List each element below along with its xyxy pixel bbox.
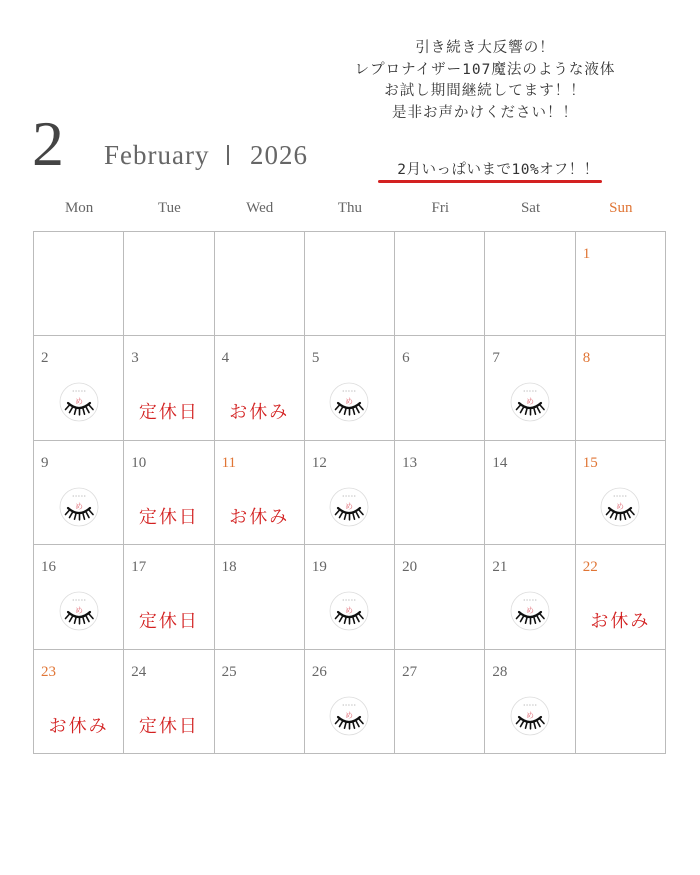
eyelash-logo-icon [329,487,369,527]
calendar-day-cell [124,545,214,649]
eyelash-logo-icon [59,591,99,631]
calendar-day-cell [305,650,395,754]
day-number: 1 [582,246,591,262]
svg-text:め: め [345,710,354,720]
calendar-day-cell [124,650,214,754]
day-number: 5 [311,350,320,367]
day-number: 10 [131,454,147,471]
svg-text:め: め [345,397,354,407]
calendar-day-cell [576,441,666,545]
day-number: 6 [402,350,410,367]
day-number: 25 [221,663,237,680]
weekday-sat: Sat [520,200,541,216]
weekday-fri: Fri [431,200,450,216]
eyelash-logo-icon [329,382,369,422]
day-number: 22 [582,559,598,576]
calendar-day-cell [34,650,124,754]
header-separator [227,145,229,165]
eyelash-logo-icon [510,591,550,631]
day-status-label: お休み [48,715,109,737]
svg-text:• • • • •: • • • • • [523,598,537,603]
day-number: 15 [582,454,598,471]
calendar-day-cell [305,441,395,545]
calendar-day-cell [215,336,305,440]
calendar-day-cell [34,336,124,440]
day-number: 11 [221,454,237,471]
svg-text:• • • • •: • • • • • [342,494,357,499]
calendar-day-cell [485,441,575,545]
calendar-day-cell [305,336,395,440]
svg-text:• • • • •: • • • • • [342,598,357,603]
announcement-line: 是非お声かけください！！ [392,104,578,121]
day-number: 16 [41,559,56,576]
day-number: 2 [41,350,49,367]
day-status-label: 定休日 [138,402,199,424]
calendar-day-cell [34,232,124,336]
promo-underline [378,180,602,183]
svg-text:め: め [526,710,535,720]
calendar-day-cell [34,545,124,649]
calendar-day-cell [485,650,575,754]
eyelash-logo-icon [510,382,550,422]
eyelash-logo-icon [59,382,99,422]
calendar-day-cell [485,545,575,649]
announcement-line: 引き続き大反響の！ [415,40,555,56]
day-number: 24 [131,663,147,680]
calendar-day-cell [215,232,305,336]
svg-text:め: め [74,606,83,616]
eyelash-logo-icon [600,487,640,527]
svg-text:• • • • •: • • • • • [342,389,357,394]
calendar-day-cell [215,545,305,649]
calendar-day-cell [395,441,485,545]
day-number: 7 [492,350,500,367]
day-status-label: お休み [590,611,651,633]
calendar-day-cell [576,545,666,649]
calendar-day-cell [485,232,575,336]
day-status-label: お休み [229,506,290,528]
day-status-label: 定休日 [138,506,199,528]
day-number: 18 [221,559,237,576]
calendar-grid [33,231,666,754]
calendar-day-cell [34,441,124,545]
svg-text:め: め [345,501,354,511]
svg-text:• • • • •: • • • • • [71,598,86,603]
svg-text:め: め [526,397,535,407]
calendar-day-cell [305,545,395,649]
svg-text:め: め [616,501,625,511]
svg-text:• • • • •: • • • • • [342,703,357,708]
day-status-label: お休み [229,402,290,424]
month-number: 2 [32,108,64,179]
calendar-day-cell [395,650,485,754]
day-status-label: 定休日 [138,715,199,737]
svg-text:• • • • •: • • • • • [71,389,86,394]
svg-text:• • • • •: • • • • • [613,494,628,499]
day-number: 17 [131,559,147,576]
svg-text:• • • • •: • • • • • [523,703,537,708]
calendar-day-cell [576,232,666,336]
day-number: 28 [492,663,508,680]
day-number: 9 [41,454,49,471]
day-number: 19 [311,559,327,576]
calendar-day-cell [395,336,485,440]
calendar-day-cell [485,336,575,440]
month-name: February [104,140,210,170]
day-number: 21 [492,559,508,576]
eyelash-logo-icon [329,696,369,736]
svg-text:• • • • •: • • • • • [523,389,537,394]
weekday-wed: Wed [246,200,274,216]
day-number: 12 [311,454,327,471]
svg-text:め: め [74,501,83,511]
promo-text: 2月いっぱいまで10%オフ！！ [397,162,599,178]
svg-text:め: め [526,606,535,616]
weekday-sun: Sun [609,200,633,216]
calendar-day-cell [124,441,214,545]
day-number: 20 [402,559,418,576]
year: 2026 [250,140,308,170]
day-number: 4 [221,350,230,367]
svg-text:め: め [74,397,83,407]
eyelash-logo-icon [510,696,550,736]
announcement [330,38,640,124]
day-number: 23 [41,663,56,680]
day-number: 3 [131,350,139,367]
day-number: 26 [311,663,327,680]
day-number: 13 [402,454,418,471]
day-number: 27 [402,663,418,680]
announcement-line: お試し期間継続してます！！ [384,83,586,99]
eyelash-logo-icon [59,487,99,527]
day-number: 14 [492,454,508,471]
svg-text:• • • • •: • • • • • [71,494,86,499]
calendar-day-cell [124,336,214,440]
announcement-line: レプロナイザー107魔法のような液体 [354,61,616,78]
calendar-day-cell [305,232,395,336]
day-status-label: 定休日 [138,611,199,633]
weekday-tue: Tue [158,200,181,216]
calendar-day-cell [576,650,666,754]
calendar-day-cell [215,650,305,754]
calendar-day-cell [215,441,305,545]
calendar-day-cell [576,336,666,440]
calendar-day-cell [395,545,485,649]
eyelash-logo-icon [329,591,369,631]
weekday-header-row [34,200,666,217]
svg-text:め: め [345,606,354,616]
weekday-mon: Mon [64,200,94,216]
weekday-thu: Thu [337,200,363,216]
calendar-day-cell [124,232,214,336]
day-number: 8 [582,350,591,367]
calendar-day-cell [395,232,485,336]
